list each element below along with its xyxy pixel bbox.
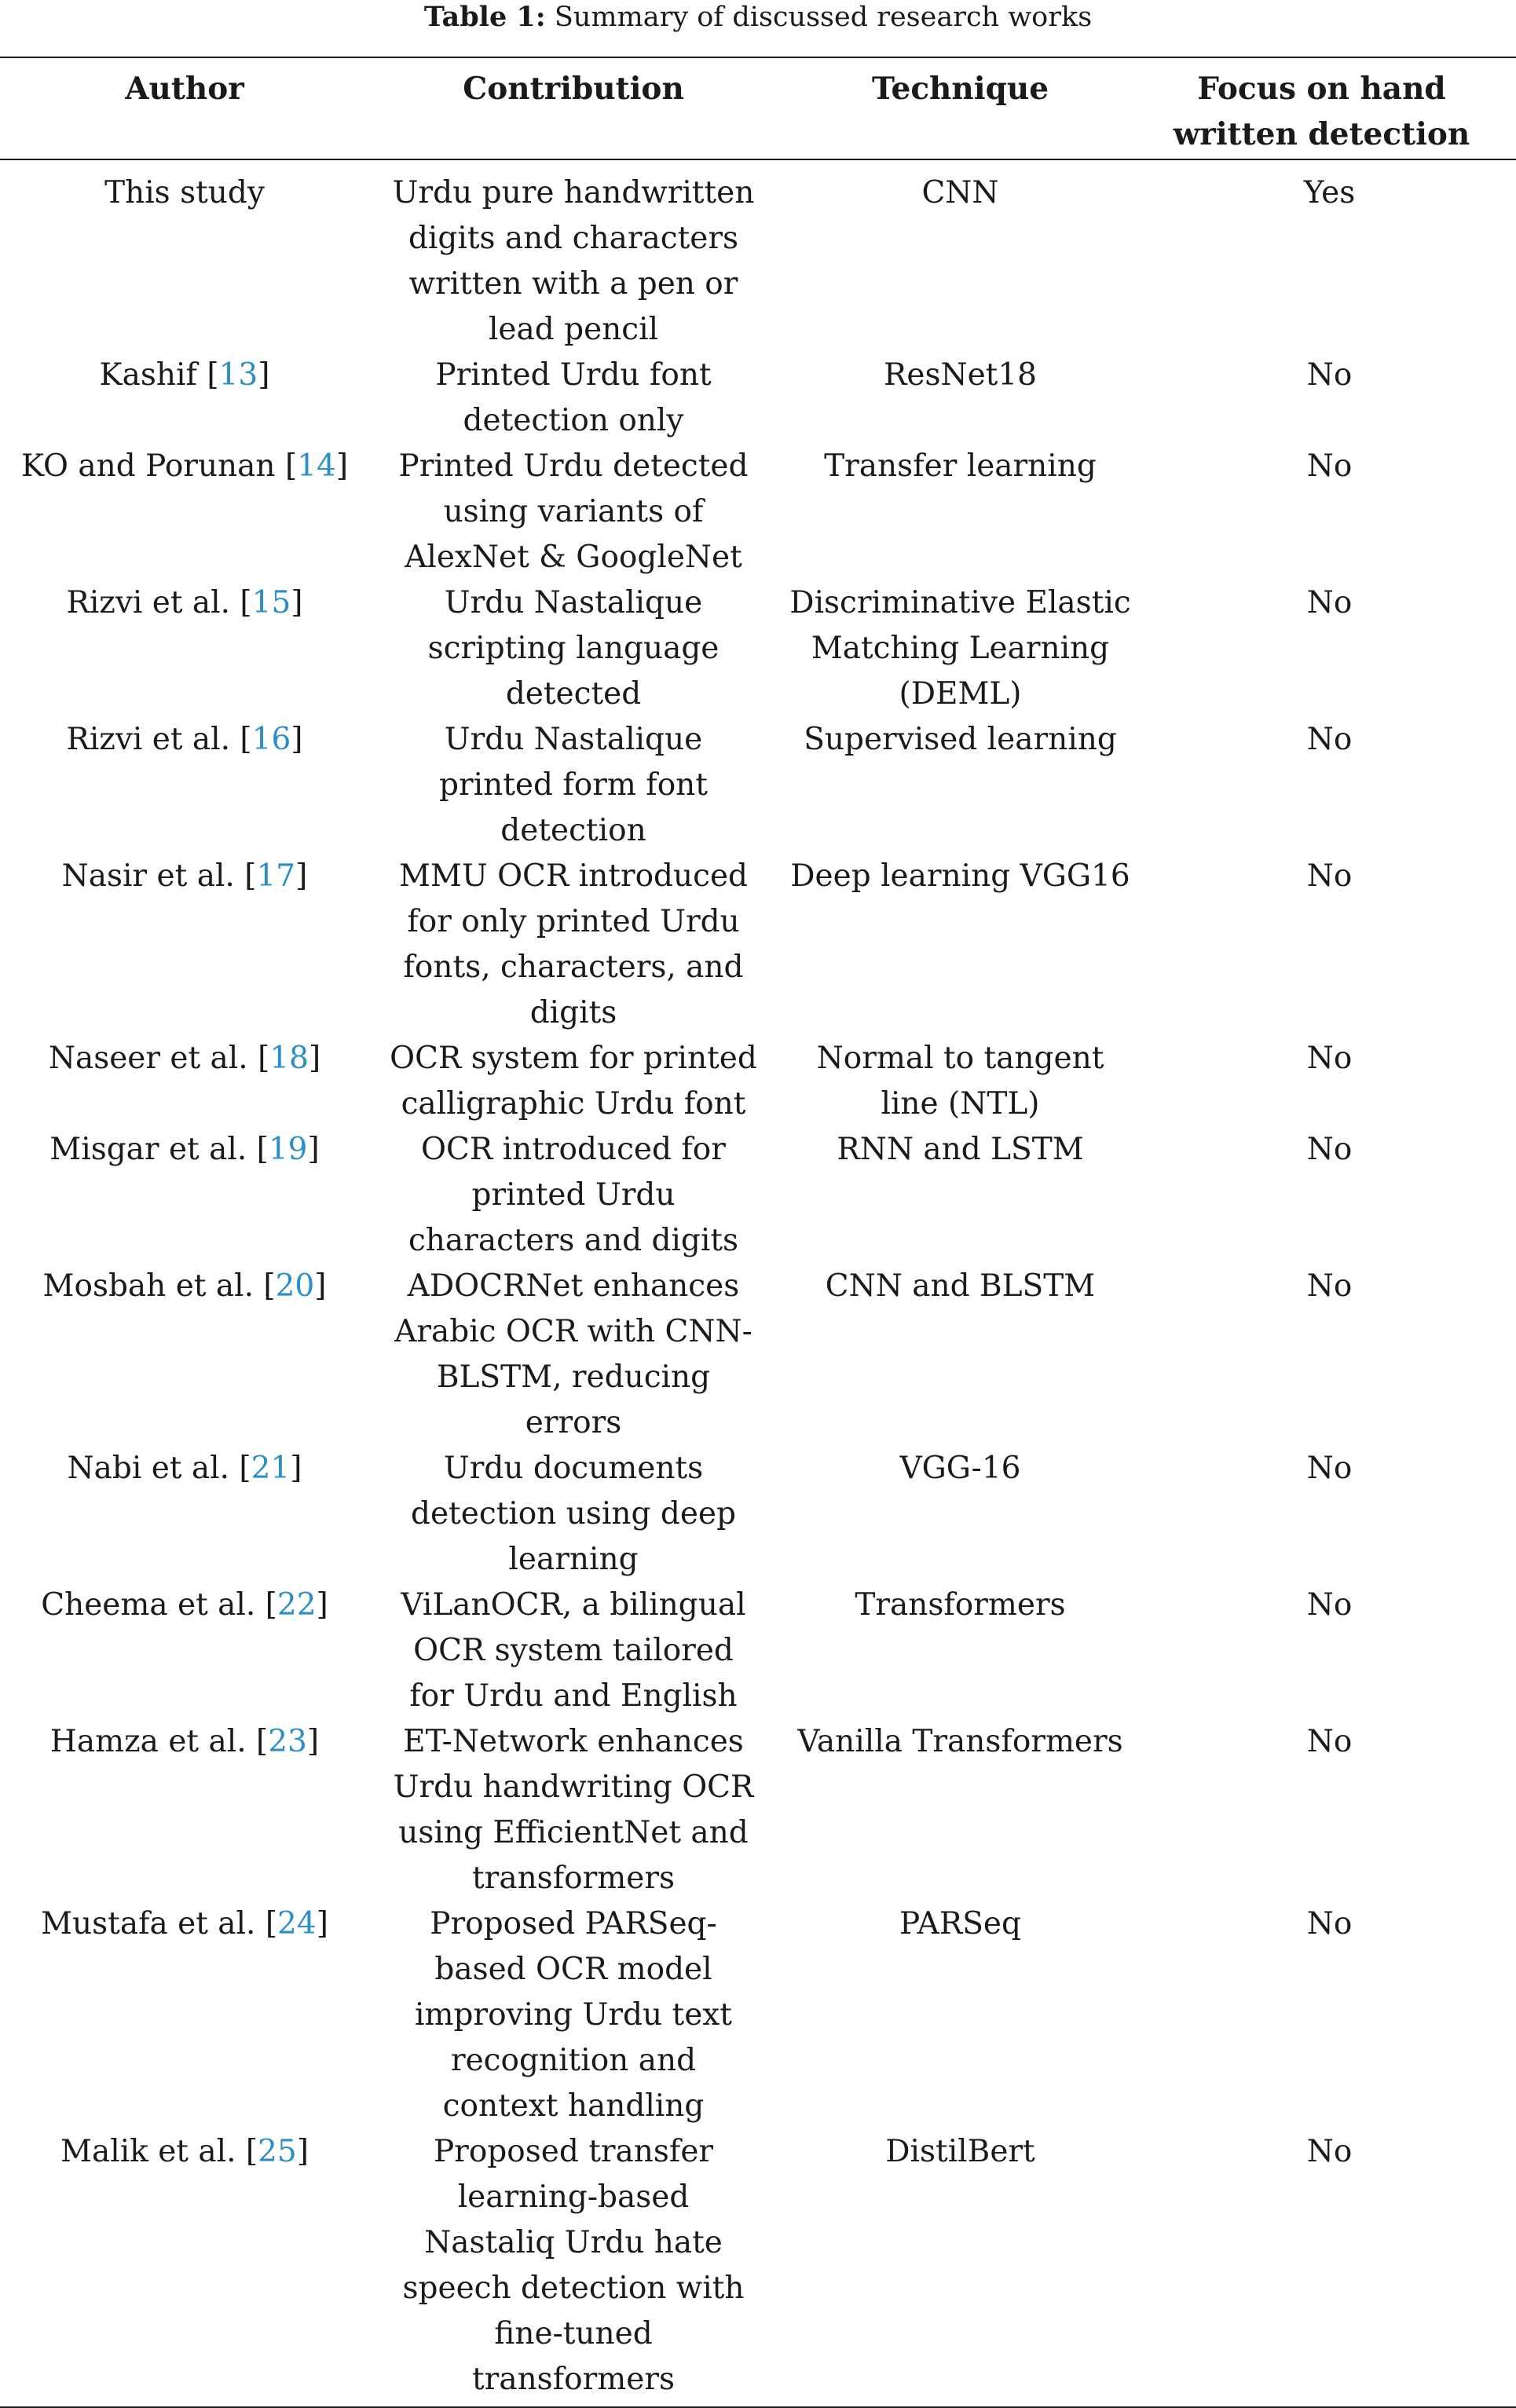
focus-cell: Yes	[1303, 175, 1356, 210]
author-name: Misgar et al.	[49, 1132, 247, 1167]
citation-link[interactable]: 22	[276, 1587, 317, 1623]
technique-cell: CNN and BLSTM	[825, 1268, 1096, 1304]
header-row	[0, 57, 1516, 159]
technique-cell: VGG-16	[899, 1451, 1021, 1486]
table-row	[0, 1036, 1516, 1127]
contribution-cell: Proposed PARSeq-based OCR model improving Urdu text recognition and context handling	[415, 1906, 732, 2124]
author-cell: Nasir et al. [17]	[61, 858, 308, 894]
author-name: This study	[104, 175, 265, 210]
focus-cell: No	[1306, 1587, 1353, 1623]
author-cell	[0, 159, 369, 353]
caption-label: Table 1:	[423, 1, 546, 33]
citation-link[interactable]: 18	[269, 1041, 309, 1076]
citation-link[interactable]: 15	[251, 585, 291, 620]
author-name: Mustafa et al.	[41, 1906, 256, 1941]
contribution-cell: ADOCRNet enhances Arabic OCR with CNN-BLSTM, reducing errors	[394, 1268, 753, 1440]
citation-link[interactable]: 17	[256, 858, 296, 894]
author-name: Rizvi et al.	[66, 722, 231, 757]
table-caption	[0, 0, 1516, 35]
author-name: Malik et al.	[60, 2134, 236, 2169]
citation-link[interactable]: 25	[258, 2134, 297, 2169]
table-row	[0, 444, 1516, 580]
technique-cell: DistilBert	[885, 2134, 1035, 2169]
citation-link[interactable]: 19	[268, 1132, 308, 1167]
author-name: Cheema et al.	[41, 1587, 256, 1623]
table-row	[0, 353, 1516, 444]
research-summary-table	[0, 57, 1516, 2408]
focus-cell: No	[1306, 1041, 1353, 1076]
technique-cell: Transfer learning	[824, 448, 1097, 484]
table-row	[0, 717, 1516, 854]
citation-link[interactable]: 14	[297, 448, 336, 484]
table-row	[0, 854, 1516, 1036]
contribution-cell: OCR introduced for printed Urdu characters and digits	[408, 1132, 739, 1258]
author-cell: Rizvi et al. [16]	[66, 722, 303, 757]
author-name: Nabi et al.	[67, 1451, 229, 1486]
contribution-cell: Printed Urdu font detection only	[435, 357, 712, 438]
author-name: Kashif	[99, 357, 197, 393]
author-cell: Kashif [13]	[99, 357, 270, 393]
author-cell: Rizvi et al. [15]	[66, 585, 303, 620]
header-focus: Focus on hand written detection	[1173, 71, 1470, 152]
author-name: KO and Porunan	[20, 448, 276, 484]
focus-cell: No	[1306, 357, 1353, 393]
technique-cell: ResNet18	[884, 357, 1037, 393]
header-author: Author	[125, 71, 244, 107]
technique-cell: Discriminative Elastic Matching Learning (DEML)	[789, 585, 1131, 712]
contribution-cell: Urdu Nastalique scripting language detected	[427, 585, 720, 712]
table-row	[0, 159, 1516, 353]
technique-cell: RNN and LSTM	[837, 1132, 1084, 1167]
focus-cell: No	[1306, 2134, 1353, 2169]
author-cell: KO and Porunan [14]	[20, 448, 349, 484]
focus-cell: No	[1306, 1132, 1353, 1167]
citation-link[interactable]: 21	[251, 1451, 291, 1486]
table-body	[0, 159, 1516, 2407]
technique-cell: Transformers	[855, 1587, 1066, 1623]
citation-link[interactable]: 23	[268, 1724, 307, 1759]
technique-cell: PARSeq	[899, 1906, 1021, 1941]
contribution-cell: ViLanOCR, a bilingual OCR system tailored for Urdu and English	[401, 1587, 746, 1714]
focus-cell: No	[1306, 585, 1353, 620]
author-name: Hamza et al.	[49, 1724, 247, 1759]
contribution-cell: Printed Urdu detected using variants of AlexNet & GoogleNet	[398, 448, 749, 575]
contribution-cell: MMU OCR introduced for only printed Urdu fonts, characters, and digits	[398, 858, 749, 1030]
focus-cell: No	[1306, 1906, 1353, 1941]
contribution-cell: Urdu Nastalique printed form font detection	[439, 722, 708, 848]
contribution-cell: Urdu pure handwritten digits and characters written with a pen or lead pencil	[392, 175, 755, 347]
caption-text: Summary of discussed research works	[545, 2, 1093, 33]
author-name: Naseer et al.	[48, 1041, 248, 1076]
author-cell: Mosbah et al. [20]	[42, 1268, 327, 1304]
citation-link[interactable]: 20	[275, 1268, 315, 1304]
contribution-cell: Proposed transfer learning-based Nastaliq Urdu hate speech detection with fine-tuned transformers	[402, 2134, 745, 2397]
contribution-cell: ET-Network enhances Urdu handwriting OCR using EfficientNet and transformers	[393, 1724, 754, 1896]
focus-cell: No	[1306, 1724, 1353, 1759]
author-cell: Nabi et al. [21]	[67, 1451, 302, 1486]
focus-cell: No	[1306, 448, 1353, 484]
technique-cell: CNN	[921, 175, 999, 210]
focus-cell: No	[1306, 1268, 1353, 1304]
table-row	[0, 1901, 1516, 2129]
author-name: Mosbah et al.	[42, 1268, 254, 1304]
table-row	[0, 2129, 1516, 2407]
table-row	[0, 1127, 1516, 1264]
citation-link[interactable]: 24	[277, 1906, 317, 1941]
header-technique: Technique	[871, 71, 1049, 107]
focus-cell: No	[1306, 1451, 1353, 1486]
author-cell: Cheema et al. [22]	[41, 1587, 328, 1623]
focus-cell: No	[1306, 722, 1353, 757]
author-cell: Mustafa et al. [24]	[41, 1906, 328, 1941]
technique-cell: Normal to tangent line (NTL)	[816, 1041, 1104, 1122]
technique-cell: Vanilla Transformers	[797, 1724, 1123, 1759]
author-cell: Hamza et al. [23]	[49, 1724, 320, 1759]
author-cell: Misgar et al. [19]	[49, 1132, 320, 1167]
author-name: Nasir et al.	[61, 858, 235, 894]
table-row	[0, 1446, 1516, 1583]
author-cell: Naseer et al. [18]	[48, 1041, 321, 1076]
header-contribution: Contribution	[463, 71, 684, 107]
table-row	[0, 1719, 1516, 1901]
technique-cell: Deep learning VGG16	[790, 858, 1130, 894]
contribution-cell: Urdu documents detection using deep learning	[411, 1451, 736, 1577]
citation-link[interactable]: 13	[218, 357, 258, 393]
table-row	[0, 580, 1516, 717]
table-row	[0, 1583, 1516, 1719]
author-name: Rizvi et al.	[66, 585, 231, 620]
technique-cell: Supervised learning	[804, 722, 1117, 757]
focus-cell: No	[1306, 858, 1353, 894]
table-row	[0, 1264, 1516, 1446]
citation-link[interactable]: 16	[251, 722, 291, 757]
contribution-cell: OCR system for printed calligraphic Urdu font	[390, 1041, 757, 1122]
author-cell: Malik et al. [25]	[60, 2134, 309, 2169]
